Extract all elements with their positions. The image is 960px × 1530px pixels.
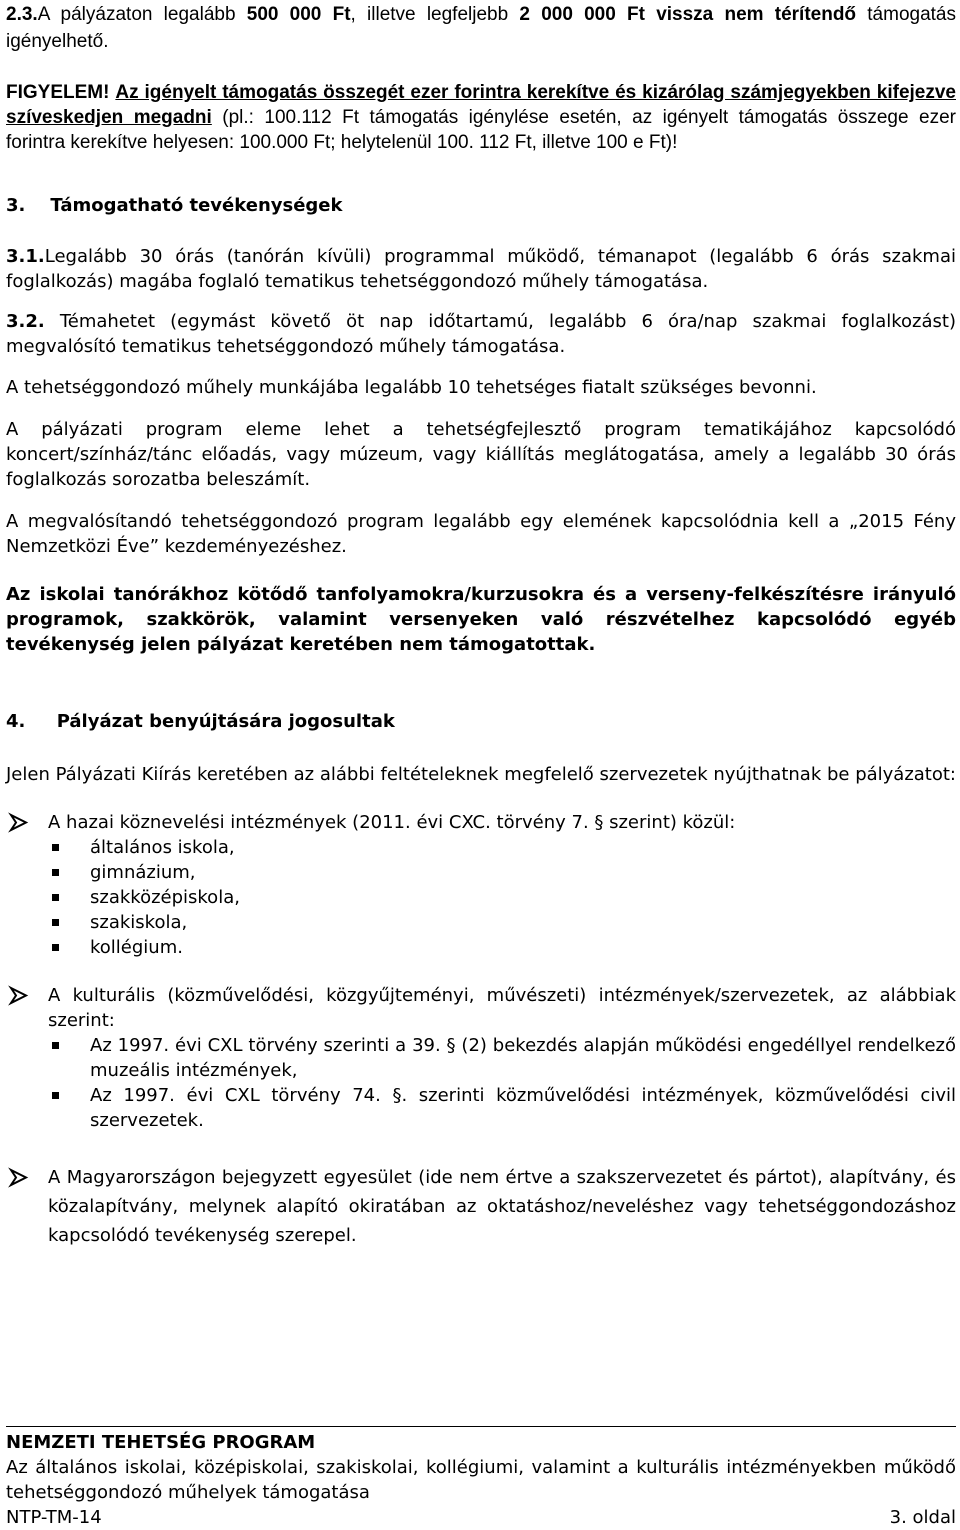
square-bullet-icon (52, 869, 59, 876)
list-item (6, 983, 956, 1033)
list-item-text: A kulturális (közművelődési, közgyűjteményi, művészeti) intézmények/szervezetek, az alábbiak szerint: (48, 985, 956, 1031)
sub-list-item (48, 860, 956, 885)
not-supported-paragraph: Az iskolai tanórákhoz kötődő tanfolyamokra/kurzusokra és a verseny-felkészítésre irányuló programok, szakkörök, valamint versenyeken való részvételhez kapcsolódó egyéb tevékenység jelen pályázat keretében nem támogatottak. (6, 584, 956, 655)
sub-list-item-text: gimnázium, (90, 862, 196, 883)
section-2-3-text-2: , illetve legfeljebb (350, 4, 520, 25)
warning-underlined-text: Az igényelt támogatás összegét ezer forintra kerekítve és kizárólag számjegyekben kifejezve szíveskedjen megadni (6, 82, 956, 128)
max-amount: 2 000 000 Ft vissza nem térítendő (519, 4, 857, 25)
arrow-bullet-icon (8, 983, 30, 1008)
section-3-2-number: 3.2. (6, 311, 45, 332)
sub-list-item-text: Az 1997. évi CXL törvény 74. §. szerinti közművelődési intézmények, közművelődési civil szervezetek. (90, 1085, 956, 1131)
list-item (6, 810, 956, 835)
warning-label: FIGYELEM! (6, 82, 110, 103)
eligibility-intro: Jelen Pályázati Kiírás keretében az alábbi feltételeknek megfelelő szervezetek nyújthatnak be pályázatot: (6, 764, 957, 785)
section-3-1-paragraph (6, 244, 956, 294)
program-paragraph: A pályázati program eleme lehet a tehetségfejlesztő program tematikájához kapcsolódó koncert/színház/tánc előadás, vagy múzeum, vagy kiállítás meglátogatása, amely a legalább 30 órás foglalkozás sorozatba beleszámít. (6, 419, 956, 490)
warning-rest-text: (pl.: 100.112 Ft támogatás igénylése esetén, az igényelt támogatás összege ezer forintra kerekítve helyesen: 100.000 Ft; helytelenül 100. 112 Ft, illetve 100 e Ft)! (6, 107, 956, 153)
square-bullet-icon (52, 1042, 59, 1049)
footer-bottom-row (6, 1505, 956, 1530)
section-2-3-text-1: A pályázaton legalább (37, 4, 247, 25)
square-bullet-icon (52, 844, 59, 851)
workshop-paragraph: A tehetséggondozó műhely munkájába legalább 10 tehetséges fiatalt szükséges bevonni. (6, 377, 817, 398)
warning-paragraph (6, 80, 956, 155)
footer-divider (6, 1426, 956, 1427)
light-year-paragraph: A megvalósítandó tehetséggondozó program legalább egy elemének kapcsolódnia kell a „2015 Fény Nemzetközi Éve” kezdeményezéshez. (6, 511, 956, 557)
sub-list-item-text: kollégium. (90, 937, 183, 958)
section-3-2-text: Témahetet (egymást követő öt nap időtartamú, legalább 6 óra/nap szakmai foglalkozást) megvalósító tematikus tehetséggondozó műhely támogatása. (6, 311, 956, 357)
sub-list-item (48, 835, 956, 860)
page-footer (6, 1430, 956, 1530)
square-bullet-icon (52, 944, 59, 951)
sub-list-item (48, 885, 956, 910)
arrow-bullet-icon (8, 1165, 30, 1190)
page-number: 3. oldal (889, 1507, 956, 1528)
footer-description: Az általános iskolai, középiskolai, szakiskolai, kollégiumi, valamint a kulturális intézményekben működő tehetséggondozó műhelyek támogatása (6, 1457, 956, 1503)
section-2-3-paragraph (6, 1, 956, 55)
min-amount: 500 000 Ft (246, 4, 351, 25)
sub-list-item-text: általános iskola, (90, 837, 235, 858)
section-3-1-number: 3.1. (6, 246, 45, 267)
list-item-text: A Magyarországon bejegyzett egyesület (ide nem értve a szakszervezetet és pártot), alapítvány, és közalapítvány, melynek alapító okiratában az oktatáshoz/neveléshez vagy tehetséggondozáshoz kapcsolódó tevékenység szerepel. (48, 1167, 956, 1246)
list-item (6, 1163, 956, 1250)
sub-list-item (48, 935, 956, 960)
section-3-heading: 3. Támogatható tevékenységek (6, 195, 343, 216)
sub-list-item-text: szakközépiskola, (90, 887, 240, 908)
section-3-1-text: Legalább 30 órás (tanórán kívüli) programmal működő, témanapot (legalább 6 órás szakmai foglalkozás) magába foglaló tematikus tehetséggondozó műhely támogatása. (6, 246, 956, 292)
list-item-text: A hazai köznevelési intézmények (2011. évi CXC. törvény 7. § szerint) közül: (48, 812, 736, 833)
sub-list-item (48, 910, 956, 935)
section-2-3-text-3: támogatás igényelhető. (6, 4, 956, 52)
section-2-3-number: 2.3. (6, 4, 38, 25)
arrow-bullet-icon (8, 810, 30, 835)
square-bullet-icon (52, 894, 59, 901)
sub-list-item-text: Az 1997. évi CXL törvény szerinti a 39. § (2) bekezdés alapján működési engedéllyel rendelkező muzeális intézmények, (90, 1035, 956, 1081)
section-4-heading: 4. Pályázat benyújtására jogosultak (6, 711, 395, 732)
footer-program-name: NEMZETI TEHETSÉG PROGRAM (6, 1432, 316, 1453)
sub-list-item (48, 1033, 956, 1083)
footer-code: NTP-TM-14 (6, 1507, 102, 1528)
document-page (6, 0, 956, 1250)
square-bullet-icon (52, 919, 59, 926)
sub-list-item-text: szakiskola, (90, 912, 188, 933)
section-3-2-paragraph (6, 309, 956, 359)
square-bullet-icon (52, 1092, 59, 1099)
sub-list-item (48, 1083, 956, 1133)
